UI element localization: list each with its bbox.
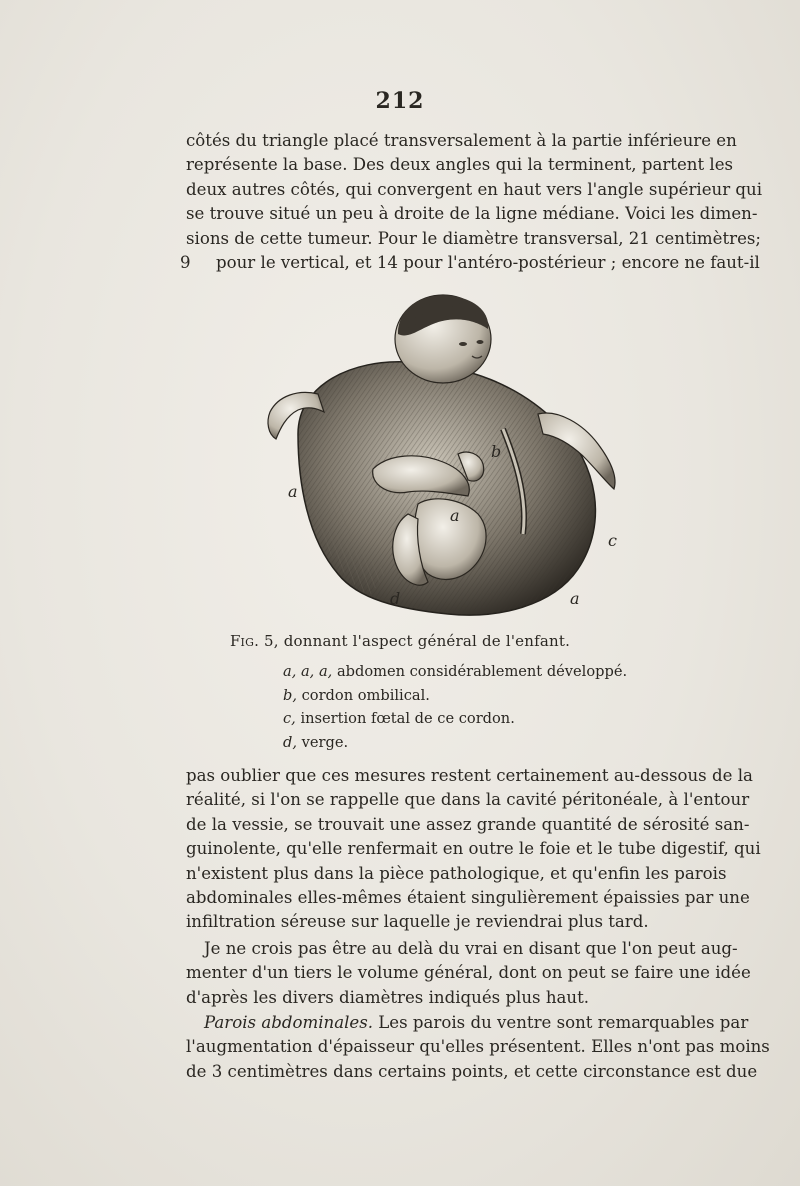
figure-caption-label: Fig. 5, [229,632,279,650]
text-line: pour le vertical, et 14 pour l'antéro-postérieur ; encore ne faut-il [216,253,760,273]
legend-text: cordon ombilical. [301,686,430,704]
text-line: pas oublier que ces mesures restent certainement au-dessous de la [186,766,753,785]
third-paragraph [186,1011,770,1084]
figure-caption-text: donnant l'aspect général de l'enfant. [283,632,571,650]
figure-caption [0,632,800,650]
text-line: se trouve situé un peu à droite de la ligne médiane. Voici les dimen- [186,204,758,224]
figure-letter-c: c [608,531,617,550]
legend-key: a, a, a, [283,663,333,680]
legend-text: insertion fœtal de ce cordon. [300,710,515,727]
text-line [186,1011,749,1035]
text-line: menter d'un tiers le volume général, dont on peut se faire une idée [186,963,751,983]
text-line: réalité, si l'on se rappelle que dans la cavité péritonéale, à l'entour [186,790,750,810]
figure-legend [283,660,627,754]
legend-item [283,707,627,731]
text-line: infiltration séreuse sur laquelle je reviendrai plus tard. [186,912,649,932]
legend-key: c, [283,710,296,727]
text-line: de 3 centimètres dans certains points, et cette circonstance est due [186,1061,758,1081]
legend-item [283,660,627,684]
text-line: n'existent plus dans la pièce pathologique, et qu'enfin les parois [186,863,727,883]
text-line: d'après les divers diamètres indiqués plus haut. [186,987,590,1007]
figure-letter-b: b [491,442,502,461]
figure-letter-a: a [288,482,298,501]
figure-illustration [258,284,638,624]
legend-key: d, [283,733,297,751]
text-line: représente la base. Des deux angles qui la terminent, partent les [186,155,734,175]
bottom-paragraph [186,764,761,935]
legend-item [283,684,627,708]
margin-number: 9 [180,253,191,272]
text-line: sions de cette tumeur. Pour le diamètre transversal, 21 centimètres; [186,228,761,248]
top-paragraph [186,129,763,275]
section-heading: Parois abdominales. [204,1013,373,1032]
text-fragment: Les parois du ventre sont remarquables par [378,1013,749,1032]
text-line: l'augmentation d'épaisseur qu'elles présentent. Elles n'ont pas moins [186,1037,770,1057]
legend-text: verge. [301,733,349,751]
legend-key: b, [283,686,297,704]
legend-item [283,731,627,755]
text-line: de la vessie, se trouvait une assez grande quantité de sérosité san- [186,814,750,834]
second-paragraph [186,937,751,1010]
text-line: deux autres côtés, qui convergent en haut vers l'angle supérieur qui [186,179,763,199]
text-line: abdominales elles-mêmes étaient singulièrement épaissies par une [186,888,750,908]
text-line: Je ne crois pas être au delà du vrai en disant que l'on peut aug- [204,939,738,958]
fetus-engraving [258,284,638,624]
page-number: 212 [375,88,425,114]
figure-letter-d: d [390,589,401,608]
figure-letter-a: a [450,506,460,525]
text-line: côtés du triangle placé transversalement à la partie inférieure en [186,131,737,150]
legend-text: abdomen considérablement développé. [336,663,628,680]
text-line: guinolente, qu'elle renfermait en outre le foie et le tube digestif, qui [186,839,761,859]
figure-letter-a: a [570,589,580,608]
